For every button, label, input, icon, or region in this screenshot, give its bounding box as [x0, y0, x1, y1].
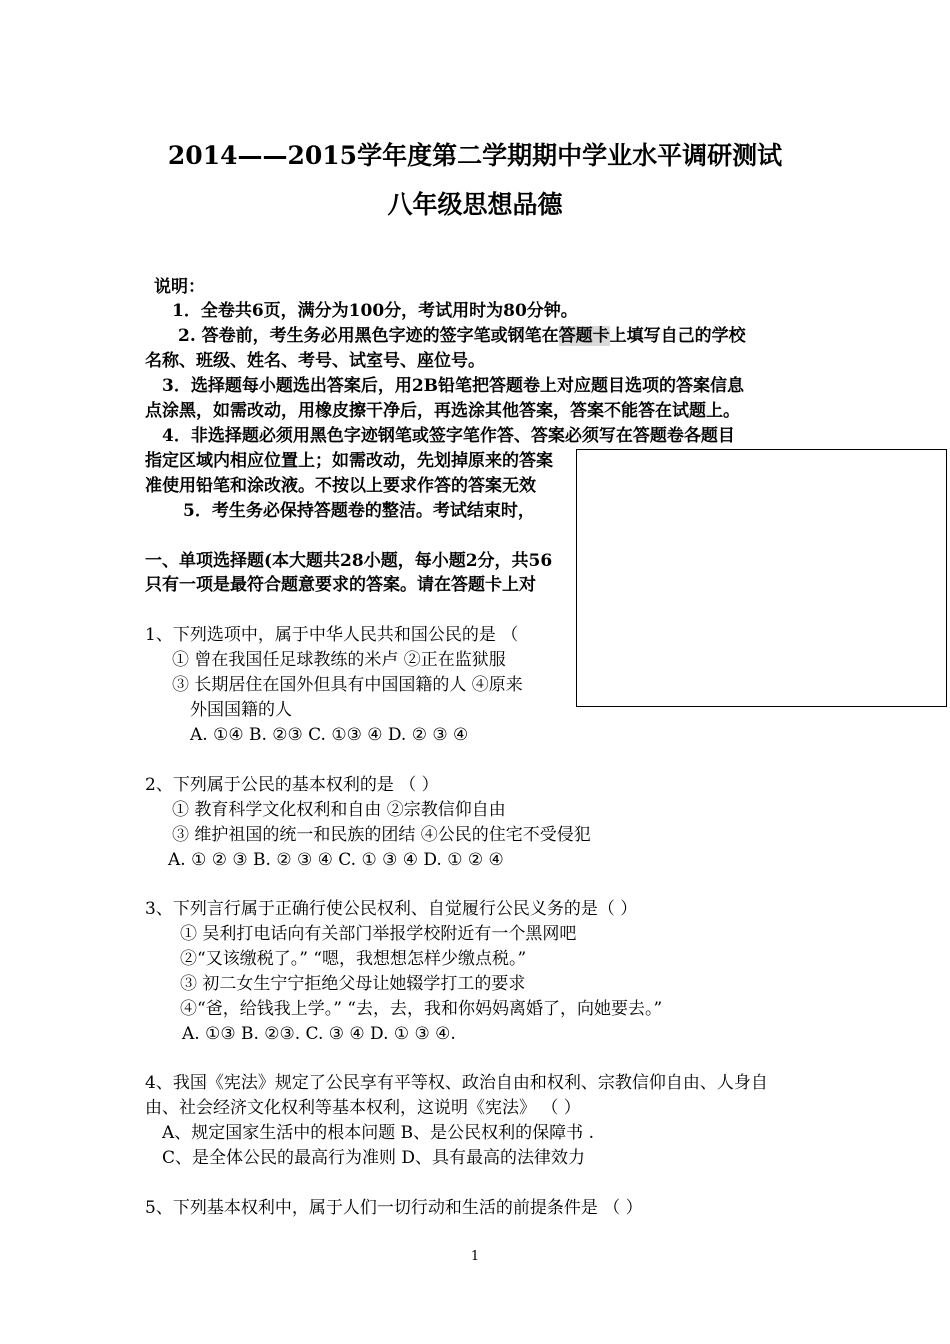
question-5-stem: 5、下列基本权利中，属于人们一切行动和生活的前提条件是 （ ） — [145, 1198, 643, 1218]
question-4-stem-line-2: 由、社会经济文化权利等基本权利，这说明《宪法》 （ ） — [145, 1098, 581, 1118]
question-4-option-line-2: C、是全体公民的最高行为准则 D、具有最高的法律效力 — [162, 1148, 586, 1168]
question-3-answers: A. ①③ B. ②③. C. ③ ④ D. ① ③ ④. — [182, 1024, 456, 1044]
section-1-heading-line-1: 一、单项选择题(本大题共28小题，每小题2分，共56 — [145, 551, 553, 571]
question-2-answers: A. ① ② ③ B. ② ③ ④ C. ① ③ ④ D. ① ② ④ — [168, 850, 504, 870]
instruction-2-line-1 — [178, 324, 746, 348]
instruction-3-line-2: 点涂黑，如需改动，用橡皮擦干净后，再选涂其他答案，答案不能答在试题上。 — [145, 401, 740, 421]
instruction-4-line-2: 指定区域内相应位置上；如需改动，先划掉原来的答案 — [145, 451, 553, 471]
question-4-stem-line-1: 4、我国《宪法》规定了公民享有平等权、政治自由和权利、宗教信仰自由、人身自 — [145, 1073, 768, 1093]
question-3-option-line-1: ① 吴利打电话向有关部门举报学校附近有一个黑网吧 — [180, 924, 577, 944]
blank-overlay-box — [576, 449, 947, 707]
question-1-option-line-1: ① 曾在我国任足球教练的米卢 ②正在监狱服 — [172, 650, 506, 670]
instructions-heading: 说明： — [154, 277, 205, 297]
exam-title: 2014——2015学年度第二学期期中学业水平调研测试 — [167, 141, 783, 170]
instruction-4-line-3: 准使用铅笔和涂改液。不按以上要求作答的答案无效 — [145, 476, 536, 496]
question-3-option-line-3: ③ 初二女生宁宁拒绝父母让她辍学打工的要求 — [180, 974, 526, 994]
question-1-answers: A. ①④ B. ②③ C. ①③ ④ D. ② ③ ④ — [190, 725, 469, 745]
exam-subtitle: 八年级思想品德 — [387, 190, 563, 219]
section-1-heading-line-2: 只有一项是最符合题意要求的答案。请在答题卡上对 — [145, 575, 536, 595]
question-1-option-line-3: 外国国籍的人 — [190, 700, 292, 720]
instruction-2-pre: 2. 答卷前，考生务必用黑色字迹的签字笔或钢笔在 — [178, 326, 559, 346]
question-2-option-line-1: ① 教育科学文化权利和自由 ②宗教信仰自由 — [172, 800, 506, 820]
instruction-2-post: 上填写自己的学校 — [609, 326, 746, 346]
question-3-option-line-4: ④“爸，给钱我上学。” “去，去，我和你妈妈离婚了，向她要去。” — [180, 999, 663, 1019]
question-3-option-line-2: ②“又该缴税了。” “嗯，我想想怎样少缴点税。” — [180, 949, 527, 969]
page-number: 1 — [470, 1249, 480, 1264]
question-2-option-line-2: ③ 维护祖国的统一和民族的团结 ④公民的住宅不受侵犯 — [172, 825, 591, 845]
instruction-4-line-1: 4．非选择题必须用黑色字迹钢笔或签字笔作答、答案必须写在答题卷各题目 — [162, 426, 735, 446]
question-1-option-line-2: ③ 长期居住在国外但具有中国国籍的人 ④原来 — [172, 675, 523, 695]
question-4-option-line-1: A、规定国家生活中的根本问题 B、是公民权利的保障书 . — [162, 1123, 594, 1143]
question-2-stem: 2、下列属于公民的基本权利的是 （ ） — [145, 775, 439, 795]
instruction-5: 5．考生务必保持答题卷的整洁。考试结束时， — [183, 501, 535, 521]
instruction-2-line-2: 名称、班级、姓名、考号、试室号、座位号。 — [145, 351, 485, 371]
question-3-stem: 3、下列言行属于正确行使公民权利、自觉履行公民义务的是（ ） — [145, 899, 638, 919]
instruction-1: 1．全卷共6页，满分为100分，考试用时为80分钟。 — [172, 301, 578, 321]
question-1-stem: 1、下列选项中，属于中华人民共和国公民的是 （ — [145, 625, 519, 645]
instruction-3-line-1: 3．选择题每小题选出答案后，用2B铅笔把答题卷上对应题目选项的答案信息 — [162, 376, 745, 396]
answer-card-highlight: 答题卡 — [558, 326, 610, 346]
